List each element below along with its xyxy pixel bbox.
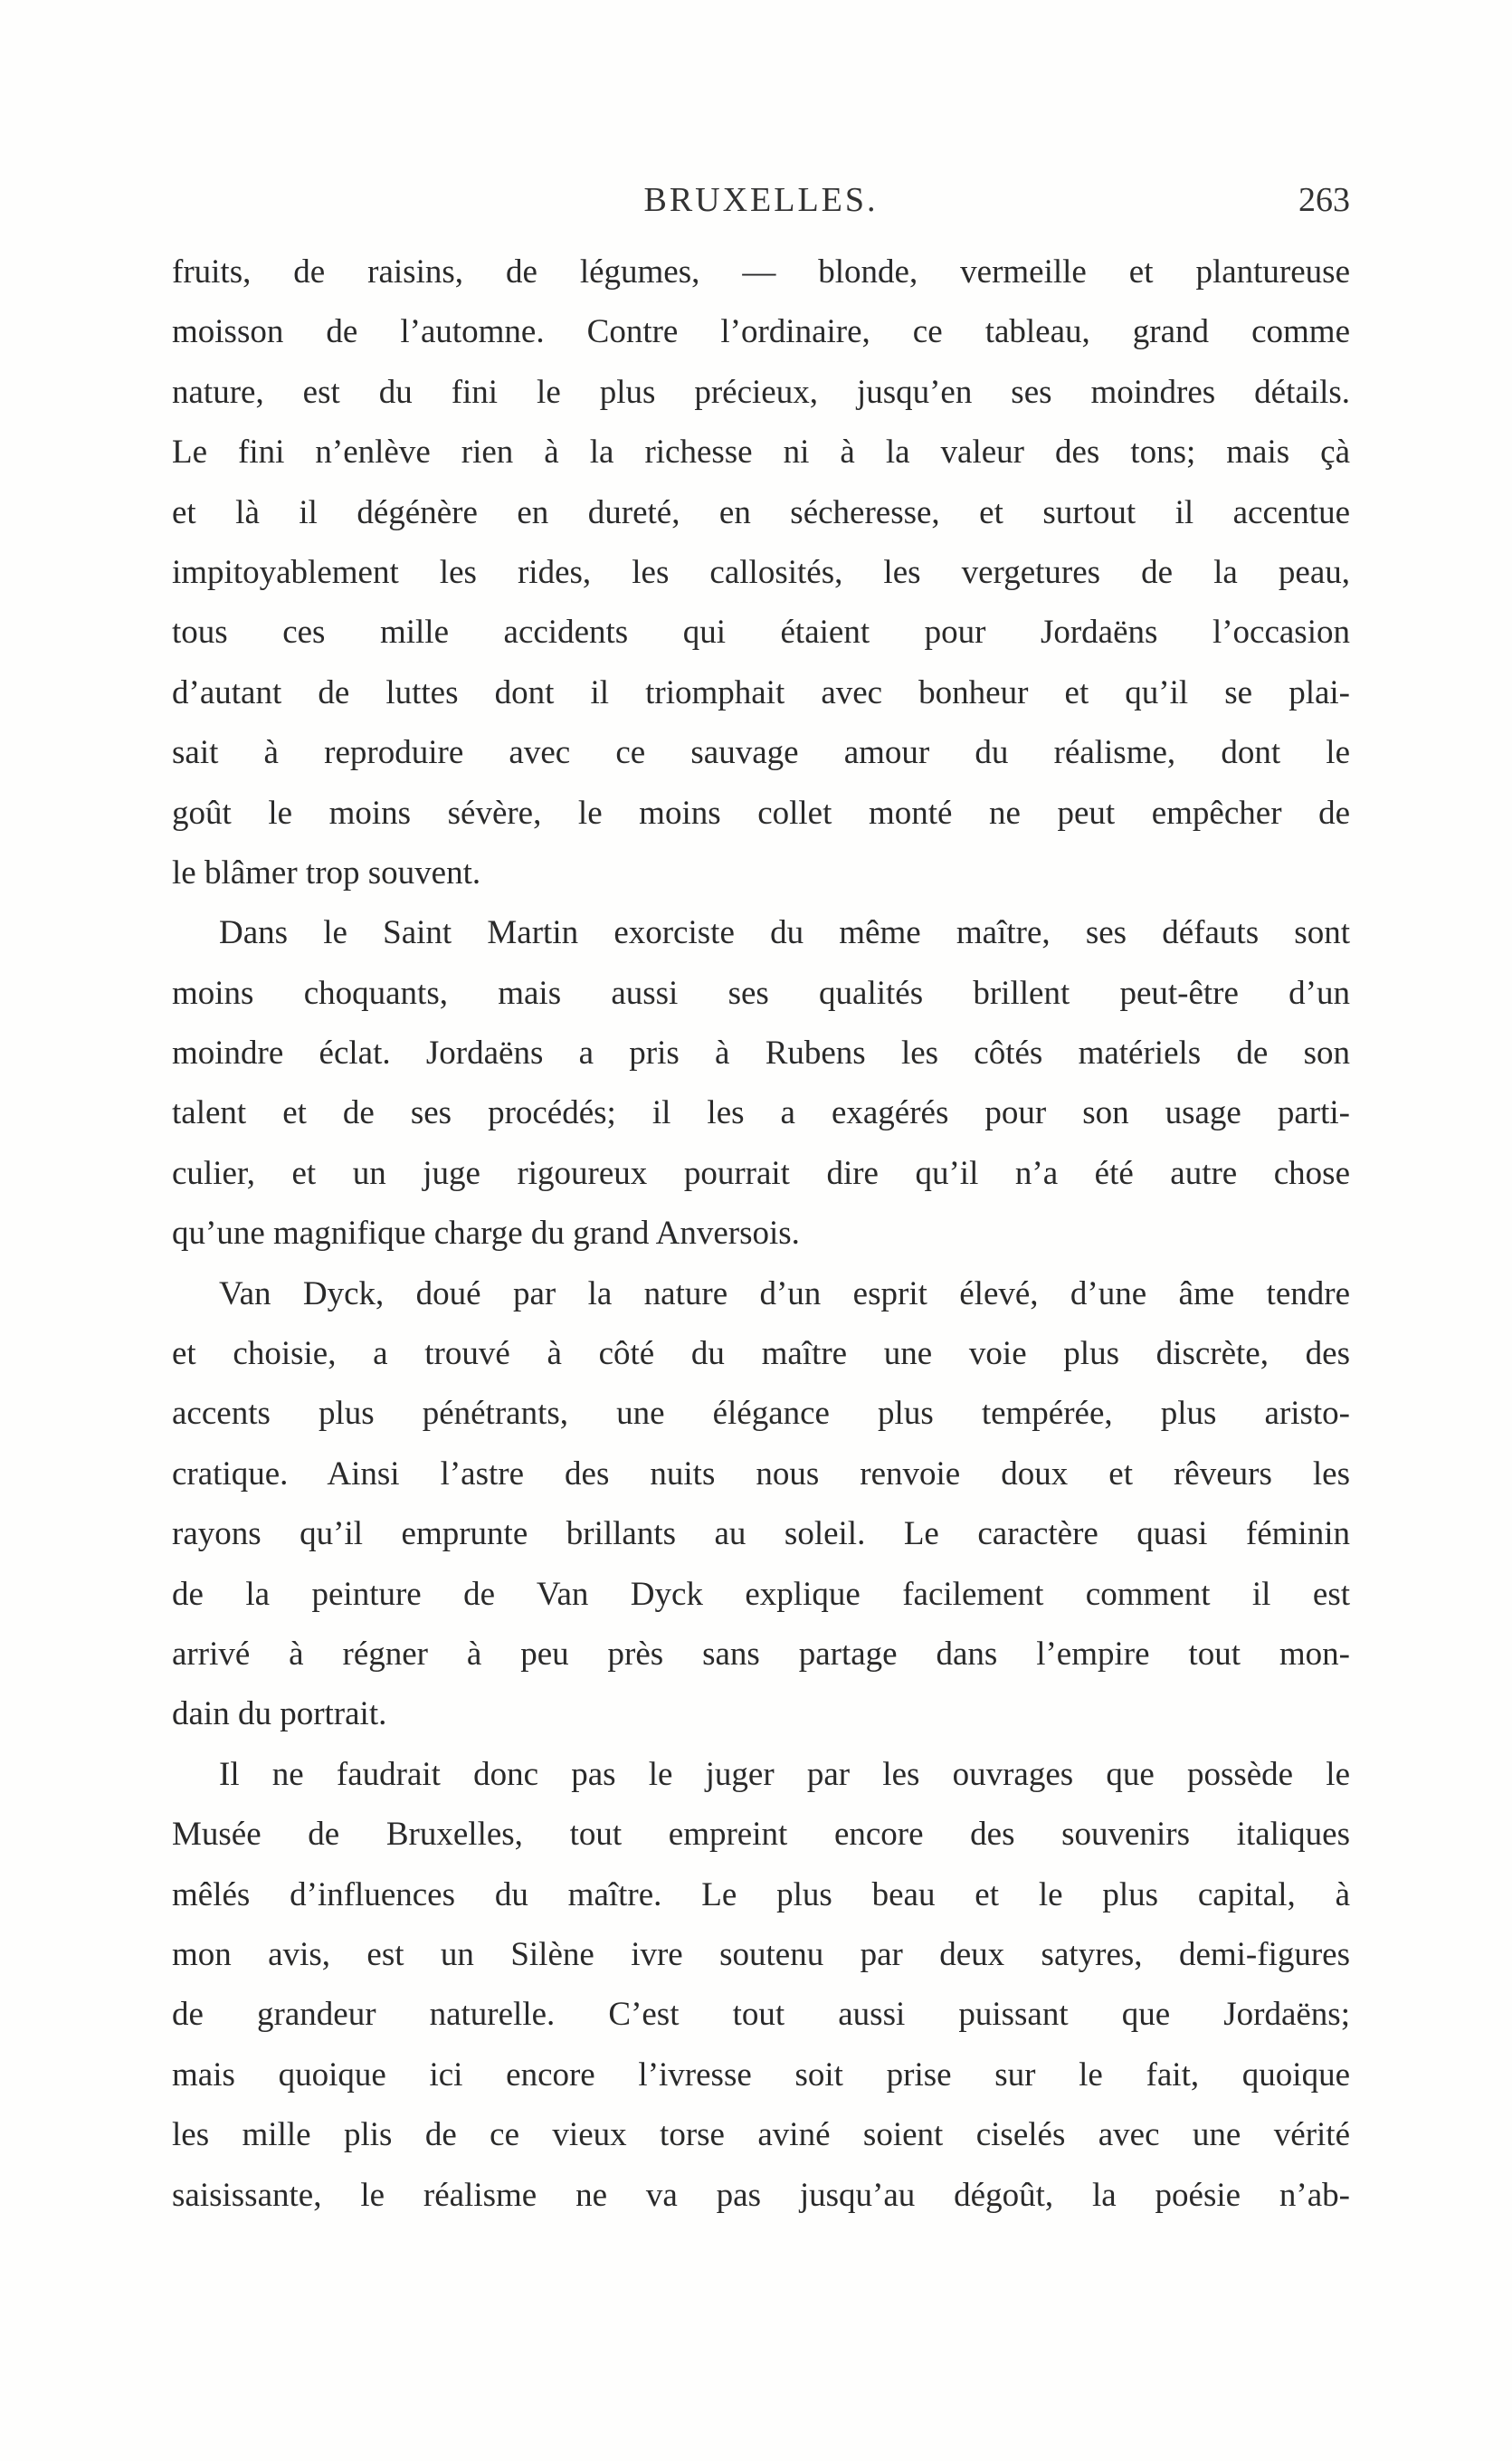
text-line: mais quoique ici encore l’ivresse soit prise sur le fait, quoique [172,2056,1350,2094]
running-head [172,177,1350,223]
text-line: dain du portrait. [172,1695,387,1733]
page-number: 263 [1298,181,1350,219]
text-line: qu’une magnifique charge du grand Anversois. [172,1215,800,1253]
paragraph-start-line: Il ne faudrait donc pas le juger par les ouvrages que possède le [219,1755,1350,1793]
text-line: culier, et un juge rigoureux pourrait dire qu’il n’a été autre chose [172,1154,1350,1192]
text-line: d’autant de luttes dont il triomphait avec bonheur et qu’il se plai- [172,673,1350,711]
text-line: Le fini n’enlève rien à la richesse ni à la valeur des tons; mais çà [172,434,1350,472]
text-line: impitoyablement les rides, les callosités, les vergetures de la peau, [172,553,1350,591]
text-line: cratique. Ainsi l’astre des nuits nous renvoie doux et rêveurs les [172,1455,1350,1493]
text-line: tous ces mille accidents qui étaient pour Jordaëns l’occasion [172,614,1350,652]
text-line: fruits, de raisins, de légumes, — blonde, vermeille et plantureuse [172,253,1350,291]
text-line: rayons qu’il emprunte brillants au soleil. Le caractère quasi féminin [172,1515,1350,1553]
text-line: mon avis, est un Silène ivre soutenu par deux satyres, demi-figures [172,1935,1350,1973]
text-line: les mille plis de ce vieux torse aviné soient ciselés avec une vérité [172,2116,1350,2154]
text-line: moisson de l’automne. Contre l’ordinaire, ce tableau, grand comme [172,313,1350,351]
text-line: saisissante, le réalisme ne va pas jusqu’au dégoût, la poésie n’ab- [172,2176,1350,2214]
text-line: moins choquants, mais aussi ses qualités brillent peut-être d’un [172,974,1350,1012]
text-line: mêlés d’influences du maître. Le plus beau et le plus capital, à [172,1875,1350,1913]
text-line: le blâmer trop souvent. [172,854,481,892]
text-line: arrivé à régner à peu près sans partage dans l’empire tout mon- [172,1635,1350,1673]
text-line: sait à reproduire avec ce sauvage amour du réalisme, dont le [172,734,1350,772]
paragraph-start-line: Dans le Saint Martin exorciste du même maître, ses défauts sont [219,914,1350,952]
text-line: talent et de ses procédés; il les a exagérés pour son usage parti- [172,1094,1350,1132]
text-line: nature, est du fini le plus précieux, jusqu’en ses moindres détails. [172,373,1350,411]
body-text [172,243,1350,2226]
text-line: Musée de Bruxelles, tout empreint encore des souvenirs italiques [172,1816,1350,1854]
text-line: goût le moins sévère, le moins collet monté ne peut empêcher de [172,794,1350,832]
paragraph-start-line: Van Dyck, doué par la nature d’un esprit élevé, d’une âme tendre [219,1274,1350,1312]
running-title: BRUXELLES. [643,181,879,219]
text-line: de grandeur naturelle. C’est tout aussi puissant que Jordaëns; [172,1996,1350,2034]
text-line: et choisie, a trouvé à côté du maître une voie plus discrète, des [172,1335,1350,1373]
text-line: accents plus pénétrants, une élégance plus tempérée, plus aristo- [172,1395,1350,1433]
text-line: moindre éclat. Jordaëns a pris à Rubens les côtés matériels de son [172,1035,1350,1073]
text-line: et là il dégénère en dureté, en sécheresse, et surtout il accentue [172,493,1350,531]
text-line: de la peinture de Van Dyck explique facilement comment il est [172,1575,1350,1613]
